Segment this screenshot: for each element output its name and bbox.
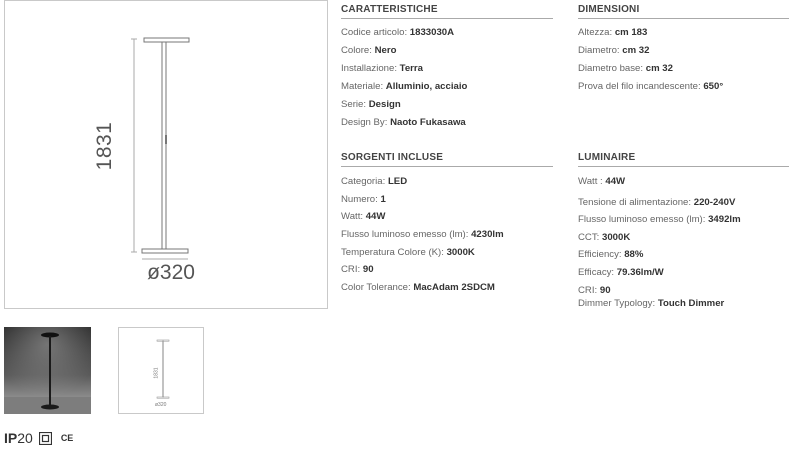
spec-row: Altezza: cm 183 [578,27,648,38]
section-luminaire [578,152,789,309]
spec-row: Efficiency: 88% [578,249,644,260]
thumbnail-height-label: 1831 [153,367,160,379]
spec-row: Flusso luminoso emesso (lm): 4230lm [341,229,504,240]
spec-row: Serie: Design [341,99,401,110]
spec-row: Temperatura Colore (K): 3000K [341,247,475,258]
spec-row: Flusso luminoso emesso (lm): 3492lm [578,214,741,225]
spec-row: Diametro: cm 32 [578,45,650,56]
lamp-pole [162,42,166,249]
spec-row: Dimmer Typology: Touch Dimmer [578,298,725,309]
spec-row: Codice articolo: 1833030A [341,27,455,38]
spec-row: CCT: 3000K [578,232,631,243]
spec-row: Watt: 44W [341,211,386,222]
section-dimensioni [578,4,789,92]
lamp-drawing-mini [119,328,203,413]
section-title: DIMENSIONI [578,4,789,19]
spec-row: Watt : 44W [578,176,626,187]
thumbnail-diameter-label: ø320 [155,402,167,408]
spec-row: CRI: 90 [578,285,611,296]
ce-mark-icon: CE [60,433,74,443]
spec-row: Materiale: Alluminio, acciaio [341,81,468,92]
lamp-head [144,38,189,42]
section-title: SORGENTI INCLUSE [341,152,553,167]
technical-drawing-main [4,0,328,309]
ip-rating-prefix: IP [4,430,18,446]
spec-row: Diametro base: cm 32 [578,63,673,74]
thumbnail-product-photo[interactable] [4,327,91,414]
spec-row: Prova del filo incandescente: 650° [578,81,724,92]
spec-row: Design By: Naoto Fukasawa [341,117,466,128]
lamp-photo-image [4,327,91,414]
thumbnail-technical-drawing[interactable] [118,327,204,414]
lamp-base [142,249,188,253]
lamp-switch [165,135,167,144]
spec-row: Colore: Nero [341,45,397,56]
spec-row: Color Tolerance: MacAdam 2SDCM [341,282,495,293]
ip-rating-value: 20 [17,430,33,446]
spec-row: Installazione: Terra [341,63,423,74]
spec-row: Tensione di alimentazione: 220-240V [578,197,736,208]
spec-row: Efficacy: 79.36lm/W [578,267,664,278]
section-sorgenti-incluse [341,152,553,293]
section-title: LUMINAIRE [578,152,789,167]
section-caratteristiche [341,4,553,128]
diameter-dimension-label: ø320 [147,261,195,284]
section-title: CARATTERISTICHE [341,4,553,19]
spec-row: CRI: 90 [341,264,374,275]
certifications [4,430,73,446]
double-square-icon [39,432,52,445]
spec-row: Numero: 1 [341,194,386,205]
spec-row: Categoria: LED [341,176,408,187]
height-dimension-label: 1831 [93,121,116,171]
